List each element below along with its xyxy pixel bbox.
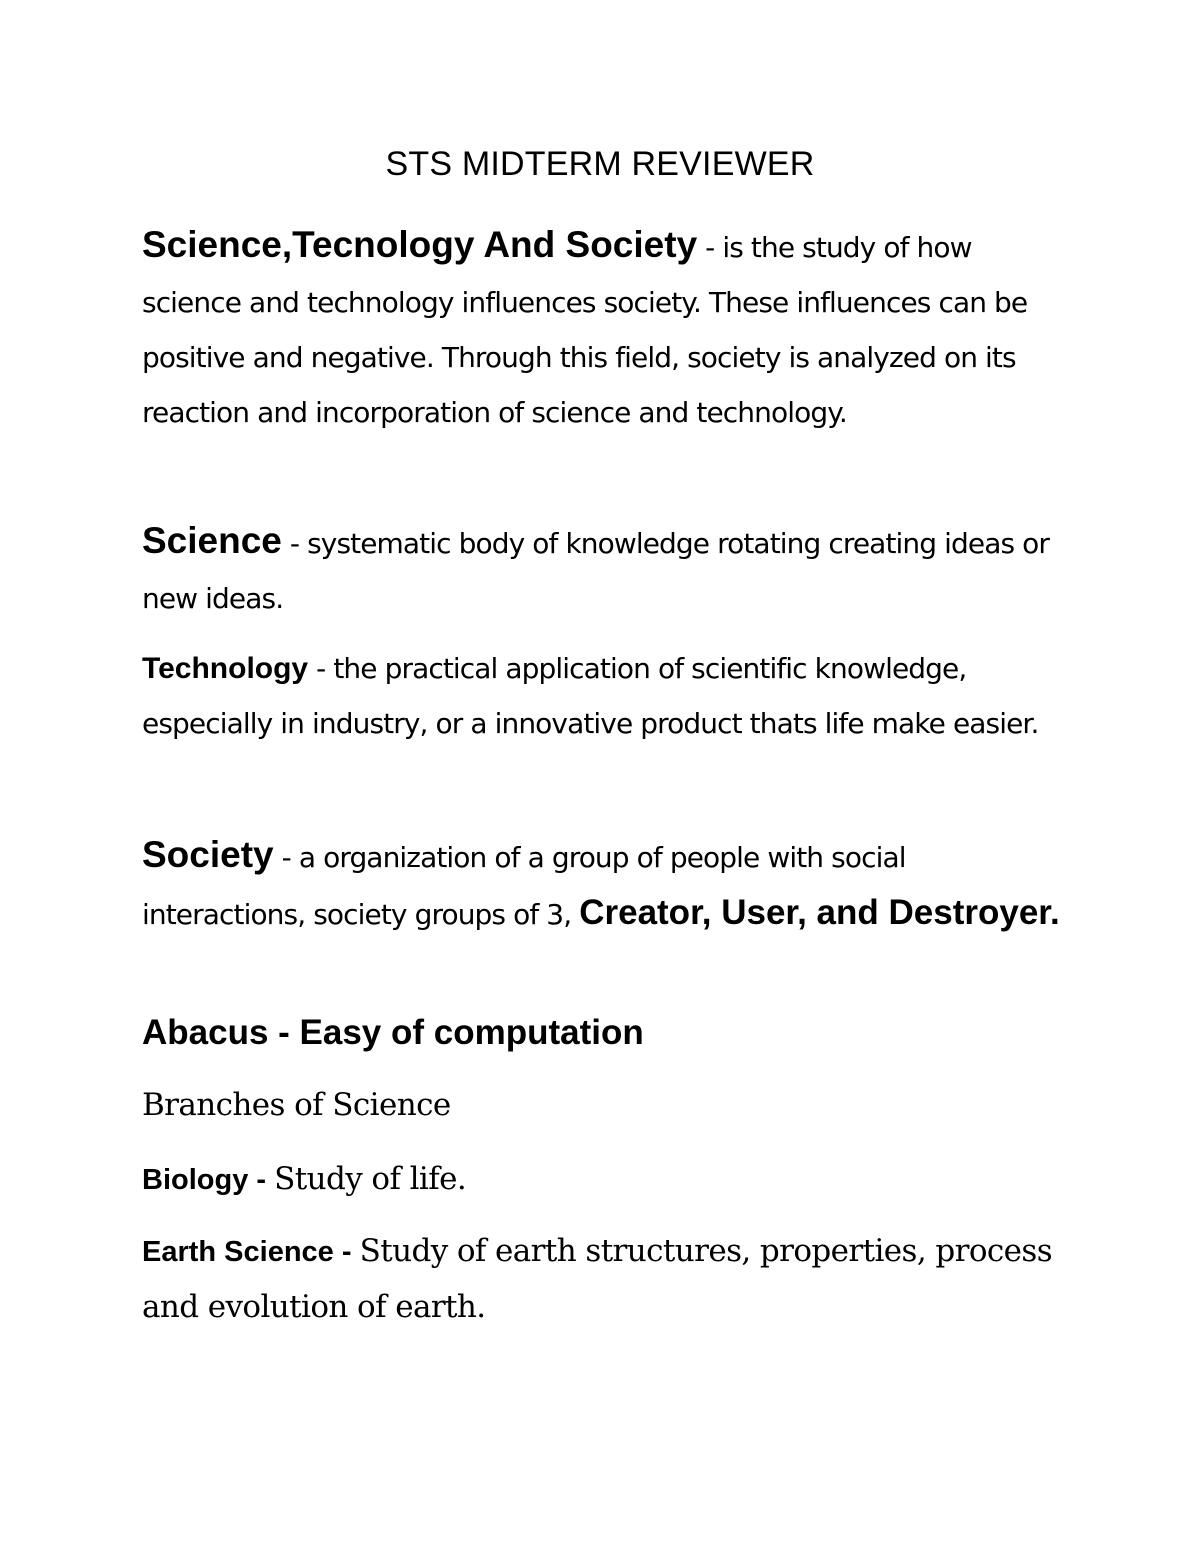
term-science: Science xyxy=(142,520,282,561)
term-society: Society xyxy=(142,834,274,875)
entry-abacus: Abacus - Easy of computation xyxy=(142,1013,644,1052)
definition-biology: Study of life. xyxy=(274,1161,467,1197)
term-earth-science: Earth Science - xyxy=(142,1236,360,1268)
entry-biology xyxy=(142,1152,1072,1208)
entry-sts xyxy=(142,217,1072,440)
society-groups-emphasis: Creator, User, and Destroyer. xyxy=(579,893,1060,932)
definition-sts: - is the study of how science and technology influences society. These influences can be positive and negative. Through this field, society is analyzed on its reaction and incorporation of science and technology. xyxy=(142,231,1028,429)
document-title: STS MIDTERM REVIEWER xyxy=(385,145,815,183)
term-biology: Biology - xyxy=(142,1164,275,1196)
term-sts: Science,Tecnology And Society xyxy=(142,224,698,265)
definition-technology: - the practical application of scientific knowledge, especially in industry, or a innovative product thats life make easier. xyxy=(142,652,1039,740)
branches-heading: Branches of Science xyxy=(142,1087,451,1123)
definition-earth-science: Study of earth structures, properties, process and evolution of earth. xyxy=(142,1233,1053,1325)
entry-technology xyxy=(142,641,1072,751)
term-technology: Technology xyxy=(142,652,309,685)
entry-society xyxy=(142,827,1072,942)
entry-earth-science xyxy=(142,1224,1072,1335)
definition-science: - systematic body of knowledge rotating creating ideas or new ideas. xyxy=(142,527,1049,615)
entry-science xyxy=(142,513,1072,626)
definition-society: - a organization of a group of people with social interactions, society groups of 3, xyxy=(142,841,906,931)
